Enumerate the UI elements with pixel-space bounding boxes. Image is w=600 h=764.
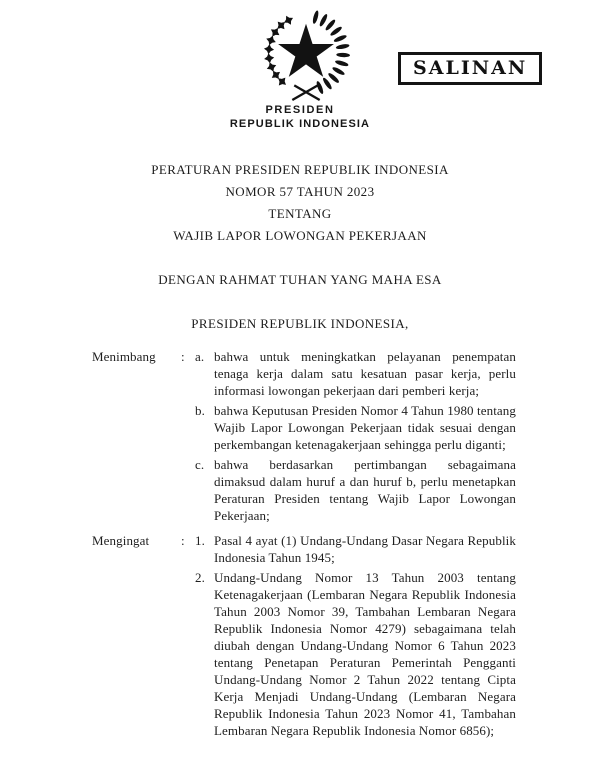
letterhead-republik-indonesia: REPUBLIK INDONESIA — [229, 118, 371, 130]
section-label-menimbang: Menimbang — [92, 349, 156, 364]
section-menimbang — [92, 348, 516, 524]
item-marker: 1. — [195, 533, 205, 548]
invocation-line: DENGAN RAHMAT TUHAN YANG MAHA ESA — [158, 272, 442, 287]
letterhead-presiden: PRESIDEN — [265, 104, 335, 116]
state-emblem-icon — [255, 10, 357, 102]
section-colon: : — [181, 349, 185, 364]
salinan-stamp: SALINAN — [398, 52, 542, 85]
section-label-mengingat: Mengingat — [92, 533, 150, 548]
item-text: Undang-Undang Nomor 13 Tahun 2003 tentang Ketenagakerjaan (Lembaran Negara Republik Indonesia Tahun 2003 Nomor 39, Tambahan Lembaran Negara Republik Indonesia Nomor 4279) sebagaimana telah diubah dengan Undang-Undang Nomor 6 Tahun 2023 tentang Penetapan Peraturan Pemerintah Pengganti Undang-Undang Nomor 2 Tahun 2022 tentang Cipta Kerja Menjadi Undang-Undang (Lembaran Negara Republik Indonesia Tahun 2023 Nomor 41, Tambahan Lembaran Negara Republik Indonesia Nomor 6856); — [214, 570, 516, 738]
legal-basis-item-2 — [195, 569, 516, 739]
consideration-item-c — [195, 456, 516, 524]
item-text: Pasal 4 ayat (1) Undang-Undang Dasar Negara Republik Indonesia Tahun 1945; — [214, 533, 516, 565]
item-marker: c. — [195, 457, 205, 472]
consideration-item-a — [195, 348, 516, 399]
regulation-subject: WAJIB LAPOR LOWONGAN PEKERJAAN — [173, 228, 427, 243]
item-text: bahwa berdasarkan pertimbangan sebagaimana dimaksud dalam huruf a dan huruf b, perlu menetapkan Peraturan Presiden tentang Wajib Lapor Lowongan Pekerjaan; — [214, 457, 516, 523]
authority-line: PRESIDEN REPUBLIK INDONESIA, — [191, 316, 409, 331]
regulation-number: NOMOR 57 TAHUN 2023 — [225, 184, 375, 199]
consideration-item-b — [195, 402, 516, 453]
legal-basis-item-1 — [195, 532, 516, 566]
item-marker: b. — [195, 403, 205, 418]
regulation-title: PERATURAN PRESIDEN REPUBLIK INDONESIA — [151, 162, 449, 177]
tentang-label: TENTANG — [268, 206, 332, 221]
preamble-body — [92, 348, 516, 739]
item-marker: a. — [195, 349, 205, 364]
item-text: bahwa untuk meningkatkan pelayanan penempatan tenaga kerja dalam satu kesatuan pasar kerja, perlu informasi lowongan pekerjaan dari pemberi kerja; — [214, 349, 516, 398]
title-block — [0, 159, 600, 335]
item-text: bahwa Keputusan Presiden Nomor 4 Tahun 1980 tentang Wajib Lapor Lowongan Pekerjaan tidak sesuai dengan perkembangan ketenagakerjaan sehingga perlu diganti; — [214, 403, 516, 452]
section-colon: : — [181, 533, 185, 548]
section-mengingat — [92, 532, 516, 739]
item-marker: 2. — [195, 570, 205, 585]
